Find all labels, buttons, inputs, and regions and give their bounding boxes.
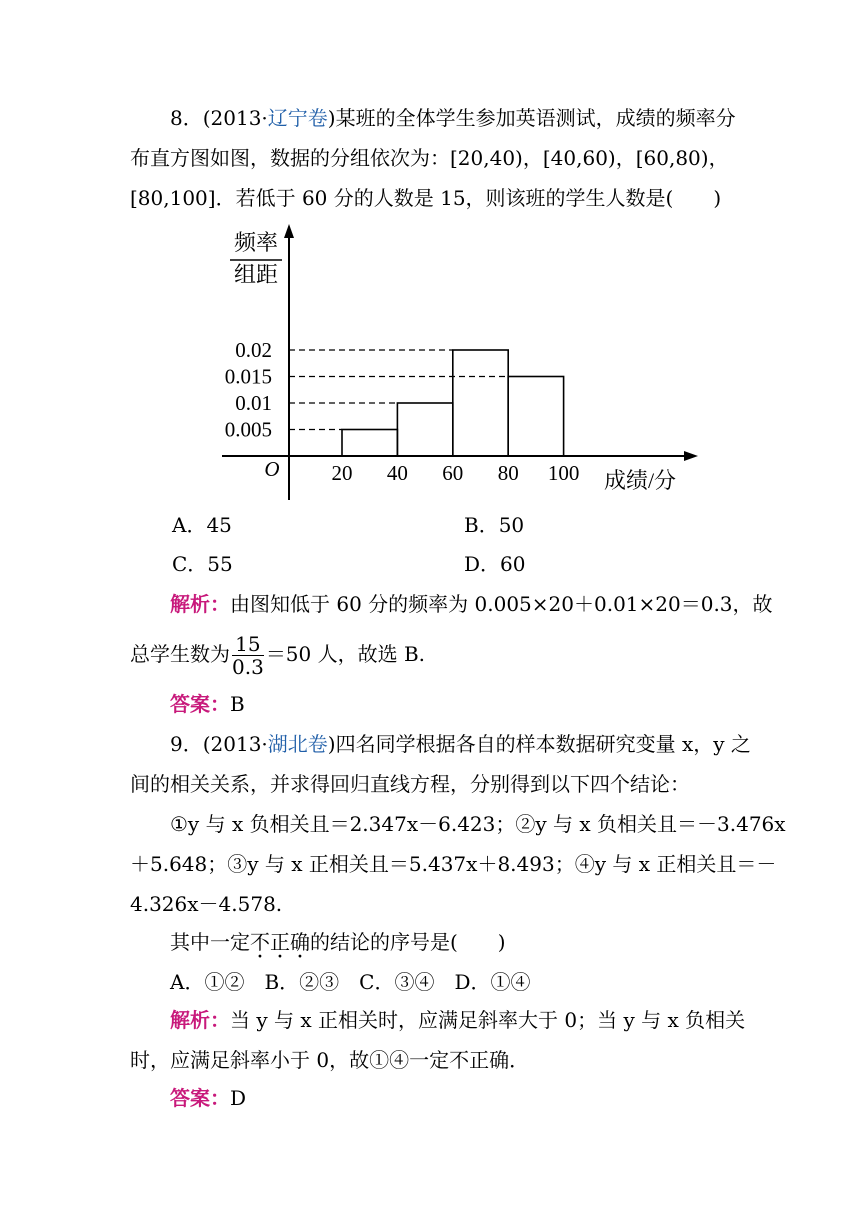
q8-source: 辽宁卷 bbox=[267, 106, 328, 130]
y-tick-label: 0.01 bbox=[235, 391, 272, 415]
q9-source: 湖北卷 bbox=[267, 732, 328, 756]
chart-body bbox=[222, 224, 698, 500]
q9-stem-post: 的结论的序号是( ) bbox=[310, 930, 506, 954]
emphasis-char: 正 bbox=[270, 930, 290, 954]
x-axis-arrow bbox=[684, 451, 698, 461]
q8-answer-label: 答案： bbox=[170, 692, 230, 716]
emphasis-char: 确 bbox=[290, 930, 310, 954]
q8-line2: 布直方图如图，数据的分组依次为：[20,40)，[40,60)，[60,80)， bbox=[130, 146, 729, 170]
q8-line3: [80,100]．若低于 60 分的人数是 15，则该班的学生人数是( ) bbox=[130, 186, 722, 210]
q9-analysis-label: 解析： bbox=[170, 1008, 230, 1032]
q9-analysis-line2: 时，应满足斜率小于 0，故①④一定不正确． bbox=[130, 1048, 530, 1072]
histogram-bar bbox=[453, 350, 508, 456]
q8-analysis-text1: 由图知低于 60 分的频率为 0.005×20＋0.01×20＝0.3，故 bbox=[230, 592, 773, 616]
q9-answer-value: D bbox=[230, 1086, 247, 1110]
histogram-bar bbox=[508, 377, 563, 457]
q9-options: A．①② B．②③ C．③④ D．①④ bbox=[170, 970, 531, 994]
q9-stem-emph bbox=[250, 930, 310, 954]
emphasis-char: 不 bbox=[250, 930, 270, 954]
q9-number: 9．(2013· bbox=[170, 732, 268, 756]
q9-line1 bbox=[170, 730, 751, 758]
histogram-bar bbox=[342, 430, 397, 457]
ylabel-top: 频率 bbox=[233, 230, 279, 255]
x-tick-label: 100 bbox=[547, 461, 580, 485]
q8-line1-text: )某班的全体学生参加英语测试，成绩的频率分 bbox=[327, 106, 736, 130]
q8-option-a: A．45 bbox=[172, 513, 232, 537]
q8-analysis-line1 bbox=[170, 590, 773, 618]
q9-line1-text: )四名同学根据各自的样本数据研究变量 x，y 之 bbox=[327, 732, 751, 756]
q9-answer bbox=[170, 1084, 740, 1112]
q9-answer-label: 答案： bbox=[170, 1086, 230, 1110]
origin-label: O bbox=[264, 457, 280, 481]
q8-option-b: B．50 bbox=[464, 513, 525, 537]
q8-line1 bbox=[170, 104, 740, 132]
q8-number: 8．(2013· bbox=[170, 106, 268, 130]
q9-line5: 4.326x－4.578. bbox=[130, 892, 283, 916]
y-axis-arrow bbox=[284, 224, 294, 238]
x-tick-label: 60 bbox=[442, 461, 464, 485]
q8-frac-den: 0.3 bbox=[232, 655, 264, 679]
q8-analysis-pre: 总学生数为 bbox=[130, 642, 230, 666]
q9-analysis-line1 bbox=[170, 1006, 746, 1034]
x-tick-label: 20 bbox=[331, 461, 353, 485]
ylabel-bottom: 组距 bbox=[233, 262, 279, 287]
q9-stem-pre: 其中一定 bbox=[170, 930, 250, 954]
q8-analysis-label: 解析： bbox=[170, 592, 230, 616]
q8-analysis-line2 bbox=[130, 626, 740, 682]
y-tick-label: 0.005 bbox=[224, 417, 272, 442]
q9-analysis-text1: 当 y 与 x 正相关时，应满足斜率大于 0；当 y 与 x 负相关 bbox=[230, 1008, 746, 1032]
q8-option-d: D．60 bbox=[464, 552, 526, 576]
q8-fraction bbox=[232, 633, 264, 678]
y-tick-label: 0.02 bbox=[235, 338, 272, 362]
x-tick-label: 40 bbox=[386, 461, 408, 485]
q8-frac-num: 15 bbox=[232, 633, 264, 656]
q9-line2: 间的相关关系，并求得回归直线方程，分别得到以下四个结论： bbox=[130, 772, 690, 796]
histogram-chart bbox=[0, 222, 860, 512]
x-tick-label: 80 bbox=[497, 461, 519, 485]
q8-answer bbox=[170, 690, 740, 718]
x-axis-label: 成绩/分 bbox=[603, 468, 677, 493]
q9-line3: ①y 与 x 负相关且＝2.347x－6.423；②y 与 x 负相关且＝－3.476x bbox=[170, 812, 786, 836]
q8-analysis-post: ＝50 人，故选 B. bbox=[265, 642, 426, 666]
q9-stem bbox=[170, 928, 740, 956]
q9-line4: ＋5.648；③y 与 x 正相关且＝5.437x＋8.493；④y 与 x 正相关且＝－ bbox=[130, 852, 777, 876]
y-tick-label: 0.015 bbox=[224, 364, 272, 389]
histogram-bar bbox=[397, 403, 452, 456]
q8-option-c: C．55 bbox=[172, 552, 233, 576]
q8-answer-value: B bbox=[230, 692, 245, 716]
